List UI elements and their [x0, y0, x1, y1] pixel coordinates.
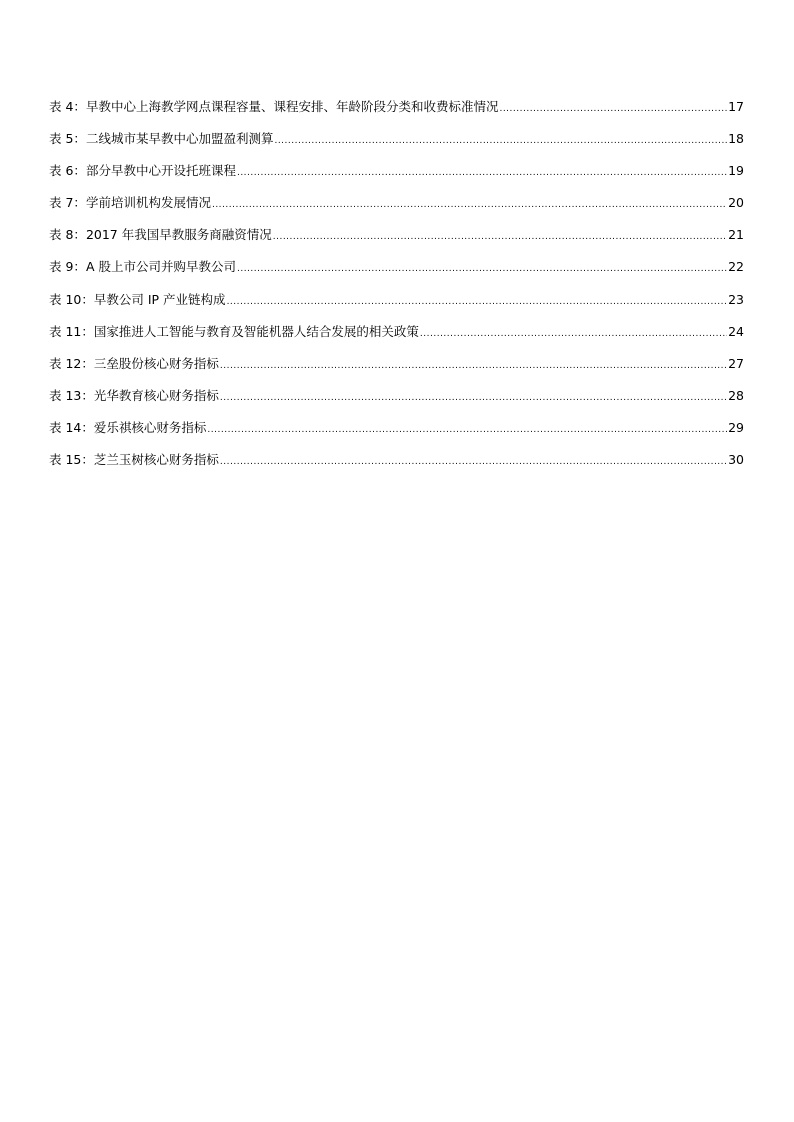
toc-entry-table-4[interactable]: [49, 98, 744, 130]
toc-entry-label: 表 7：: [49, 195, 86, 211]
dot-leader: [273, 228, 727, 246]
toc-entry-title: 爱乐祺核心财务指标: [93, 419, 207, 435]
toc-entry-table-6[interactable]: [49, 162, 744, 194]
toc-entry-page: 28: [728, 387, 744, 403]
toc-entry-page: 20: [728, 195, 744, 211]
toc-entry-title: 芝兰玉树核心财务指标: [93, 452, 219, 468]
toc-entry-label: 表 14：: [49, 419, 94, 435]
dot-leader: [207, 421, 727, 439]
toc-entry-table-8[interactable]: [49, 226, 744, 258]
toc-entry-table-9[interactable]: [49, 258, 744, 290]
dot-leader: [420, 325, 727, 343]
dot-leader: [220, 453, 727, 471]
toc-entry-page: 24: [728, 323, 744, 339]
dot-leader: [237, 260, 727, 278]
toc-entry-label: 表 13：: [49, 387, 94, 403]
toc-entry-title: 三垒股份核心财务指标: [93, 355, 219, 371]
dot-leader: [499, 100, 727, 118]
toc-entry-page: 18: [728, 131, 744, 147]
toc-entry-label: 表 12：: [49, 355, 94, 371]
dot-leader: [212, 196, 727, 214]
toc-entry-title: 早教中心上海教学网点课程容量、课程安排、年龄阶段分类和收费标准情况: [85, 99, 499, 114]
dot-leader: [237, 164, 727, 182]
toc-entry-title: 早教公司 IP 产业链构成: [93, 291, 226, 307]
toc-entry-page: 19: [728, 163, 744, 179]
toc-entry-title: 光华教育核心财务指标: [93, 387, 219, 403]
toc-entry-table-15[interactable]: [49, 451, 744, 483]
toc-entry-table-10[interactable]: [49, 291, 744, 323]
toc-entry-label: 表 5：: [49, 131, 86, 147]
toc-entry-table-14[interactable]: [49, 419, 744, 451]
toc-entry-page: 27: [728, 355, 744, 371]
toc-entry-page: 22: [728, 259, 744, 275]
toc-entry-title: A 股上市公司并购早教公司: [85, 259, 236, 275]
toc-entry-label: 表 11：: [49, 323, 94, 339]
toc-entry-table-7[interactable]: [49, 194, 744, 226]
toc-entry-page: 23: [728, 291, 744, 307]
toc-entry-title: 二线城市某早教中心加盟盈利测算: [85, 131, 274, 147]
dot-leader: [274, 132, 727, 150]
toc-entry-page: 29: [728, 419, 744, 435]
toc-entry-label: 表 10：: [49, 291, 94, 307]
toc-entry-title: 部分早教中心开设托班课程: [85, 163, 236, 179]
dot-leader: [220, 357, 727, 375]
dot-leader: [220, 389, 727, 407]
toc-entry-label: 表 15：: [49, 452, 94, 468]
toc-entry-title: 2017 年我国早教服务商融资情况: [85, 227, 272, 243]
toc-entry-label: 表 8：: [49, 227, 86, 243]
toc-entry-page: 17: [728, 99, 744, 114]
dot-leader: [227, 293, 728, 311]
toc-entry-table-13[interactable]: [49, 387, 744, 419]
toc-entry-title: 国家推进人工智能与教育及智能机器人结合发展的相关政策: [93, 323, 419, 339]
toc-entry-table-5[interactable]: [49, 130, 744, 162]
toc-entry-label: 表 4：: [49, 99, 86, 114]
toc-entry-page: 30: [728, 452, 744, 468]
toc-entry-table-11[interactable]: [49, 323, 744, 355]
toc-entry-page: 21: [728, 227, 744, 243]
toc-entry-label: 表 6：: [49, 163, 86, 179]
toc-entry-title: 学前培训机构发展情况: [85, 195, 211, 211]
table-of-contents: [49, 98, 744, 483]
toc-entry-label: 表 9：: [49, 259, 86, 275]
toc-entry-table-12[interactable]: [49, 355, 744, 387]
